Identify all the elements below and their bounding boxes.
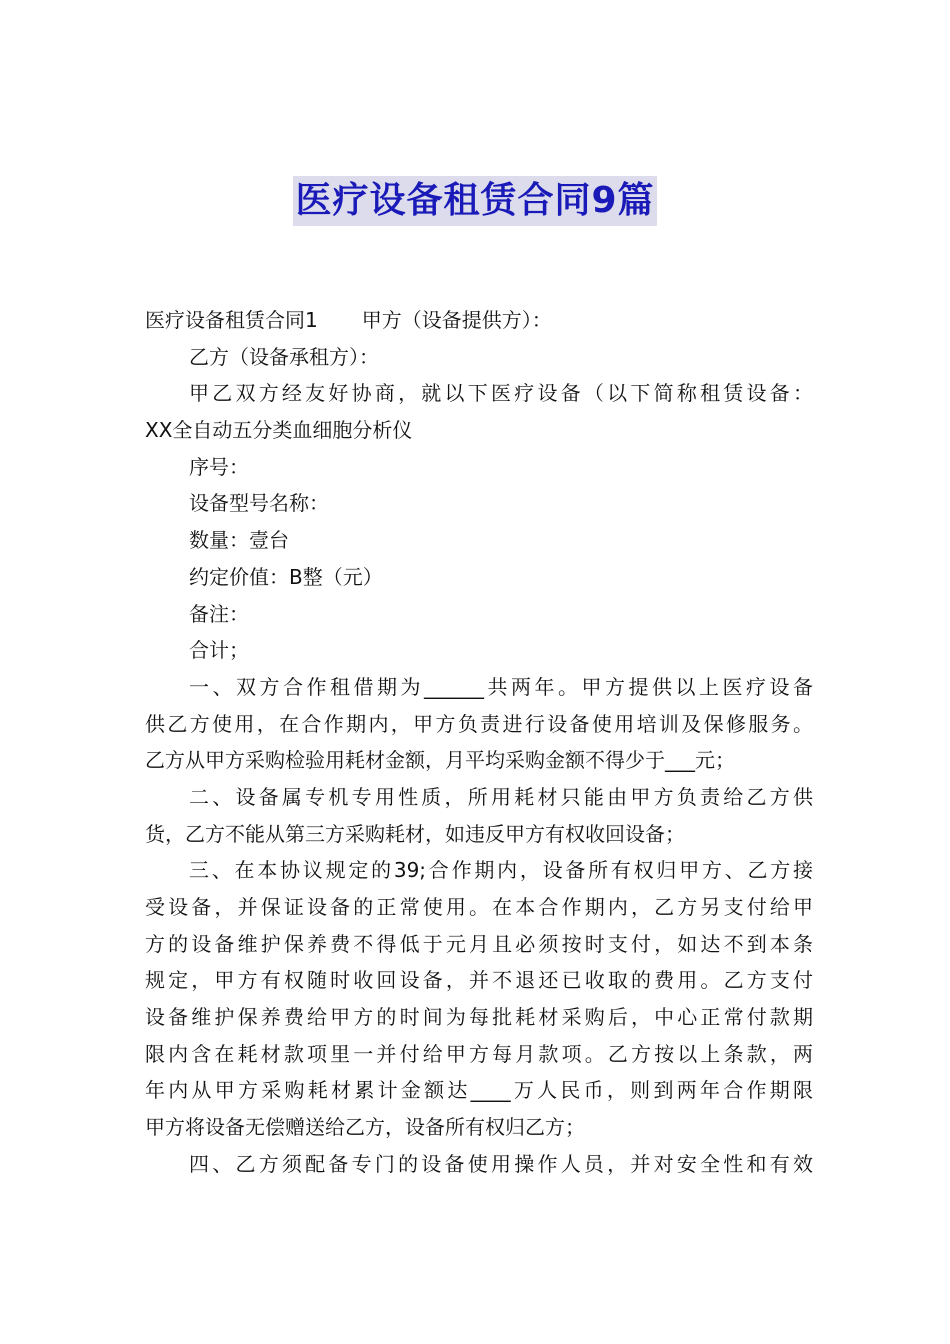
contract-heading-line [145, 302, 813, 339]
paragraph-line: 四、乙方须配备专门的设备使用操作人员，并对安全性和有效 [189, 1151, 813, 1176]
paragraph-line: 甲乙双方经友好协商，就以下医疗设备（以下简称租赁设备： [189, 381, 813, 406]
paragraph-line: 约定价值：B整（元） [189, 564, 383, 589]
paragraph-line: 合计； [189, 638, 249, 663]
paragraph-line: 规定，甲方有权随时收回设备，并不退还已收取的费用。乙方支付 [145, 968, 813, 993]
party-a-label: 甲方（设备提供方）： [361, 308, 552, 332]
paragraph-line: 三、在本协议规定的39;合作期内，设备所有权归甲方、乙方接 [189, 858, 813, 883]
paragraph-line: XX全自动五分类血细胞分析仪 [145, 418, 413, 443]
paragraph-line: 甲方将设备无偿赠送给乙方，设备所有权归乙方； [145, 1115, 585, 1140]
contract-heading: 医疗设备租赁合同1 [145, 308, 318, 332]
paragraph-line: 方的设备维护保养费不得低于元月且必须按时支付，如达不到本条 [145, 931, 813, 956]
paragraph-line: 限内含在耗材款项里一并付给甲方每月款项。乙方按以上条款，两 [145, 1041, 813, 1066]
paragraph-line: 设备型号名称： [189, 491, 329, 516]
paragraph-line: 年内从甲方采购耗材累计金额达____万人民币，则到两年合作期限 [145, 1078, 813, 1103]
paragraph-line: 乙方（设备承租方）： [189, 344, 379, 369]
paragraph-line: 供乙方使用，在合作期内，甲方负责进行设备使用培训及保修服务。 [145, 711, 813, 736]
paragraph-line: 备注： [189, 601, 249, 626]
paragraph-line: 货，乙方不能从第三方采购耗材，如违反甲方有权收回设备； [145, 821, 685, 846]
paragraph-line: 设备维护保养费给甲方的时间为每批耗材采购后，中心正常付款期 [145, 1005, 813, 1030]
document-title: 医疗设备租赁合同9篇 [293, 176, 656, 226]
document-body [145, 302, 813, 1183]
paragraph-line: 一、双方合作租借期为______共两年。甲方提供以上医疗设备 [189, 674, 813, 699]
paragraph-line: 二、设备属专机专用性质，所用耗材只能由甲方负责给乙方供 [189, 784, 813, 809]
title-container [0, 176, 950, 226]
paragraph-line: 乙方从甲方采购检验用耗材金额，月平均采购金额不得少于___元； [145, 748, 735, 773]
paragraph-line: 序号： [189, 454, 249, 479]
paragraph-line: 数量：壹台 [189, 528, 289, 553]
paragraph-line: 受设备，并保证设备的正常使用。在本合作期内，乙方另支付给甲 [145, 895, 813, 919]
